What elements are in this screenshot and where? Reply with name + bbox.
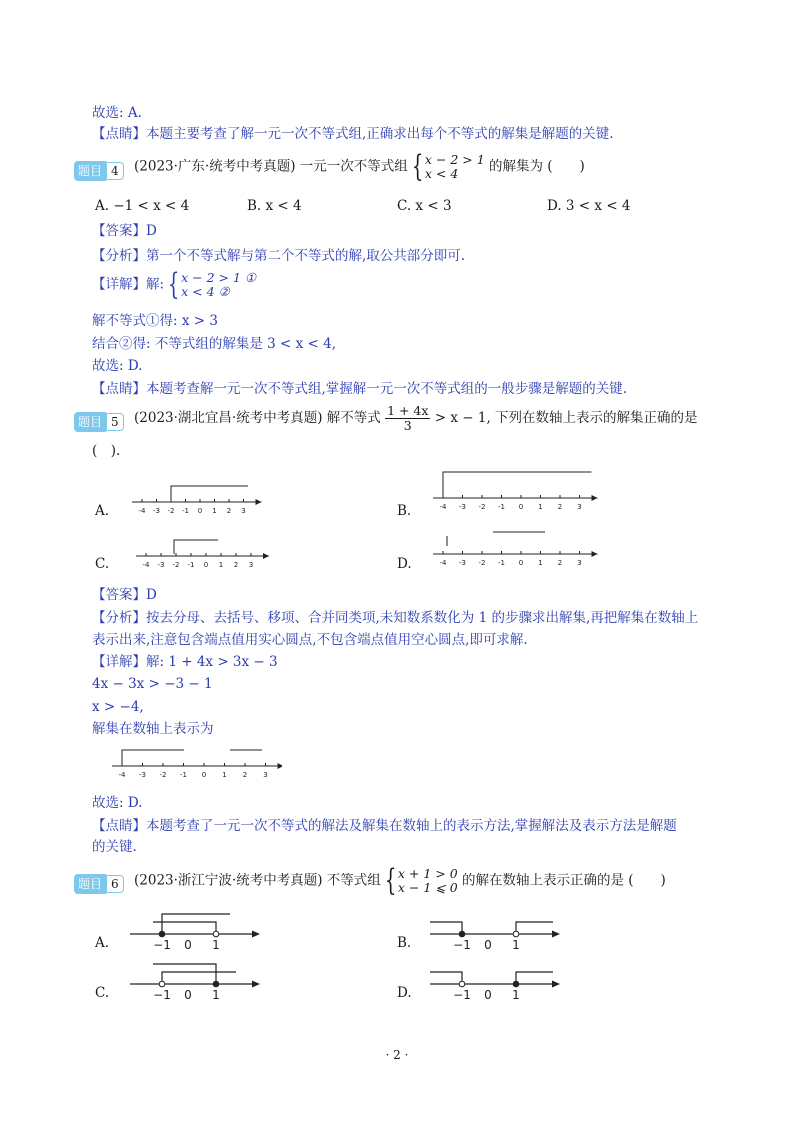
tick-label: -3 bbox=[157, 561, 165, 569]
solution-ray bbox=[430, 972, 462, 984]
tick-label: 3 bbox=[241, 507, 246, 515]
inequality-system bbox=[181, 271, 256, 299]
number-line-5-answer bbox=[112, 742, 282, 782]
brace: { bbox=[411, 149, 424, 184]
question-6-stem bbox=[134, 863, 666, 898]
tick-label: -3 bbox=[139, 771, 146, 779]
inequality-system bbox=[398, 867, 458, 895]
tick-label: -1 bbox=[498, 503, 505, 511]
open-dot bbox=[213, 931, 219, 937]
axis-arrow bbox=[252, 931, 260, 938]
option-a: A. −1 < x < 4 bbox=[95, 198, 190, 214]
question-5-blank: ( ). bbox=[92, 443, 121, 459]
number-line-6b bbox=[428, 908, 568, 954]
open-dot bbox=[459, 981, 465, 987]
tick-label: -3 bbox=[459, 559, 466, 567]
tick-label: -2 bbox=[167, 507, 175, 515]
stem-suffix: 的解集为 ( ) bbox=[488, 158, 585, 175]
tick-label: -4 bbox=[138, 507, 146, 515]
prev-comment: 【点睛】本题主要考查了解一元一次不等式组,正确求出每个不等式的解集是解题的关键. bbox=[92, 126, 614, 142]
tick-label: −1 bbox=[153, 988, 171, 1002]
tick-label: -2 bbox=[172, 561, 180, 569]
option-b: B. x < 4 bbox=[247, 198, 302, 214]
detail-5-line1: 【详解】解: 1 + 4x > 3x − 3 bbox=[92, 654, 278, 670]
tick-label: 0 bbox=[184, 938, 192, 952]
axis-arrow bbox=[263, 553, 269, 559]
number-line-5c bbox=[128, 532, 273, 572]
option-c: C. x < 3 bbox=[397, 198, 452, 214]
tick-label: 3 bbox=[263, 771, 268, 779]
axis-arrow bbox=[256, 499, 262, 505]
tick-label: -1 bbox=[187, 561, 195, 569]
step-5-choice: 故选: D. bbox=[92, 795, 143, 811]
detail-5-line3: x > −4, bbox=[92, 699, 144, 715]
tick-label: 0 bbox=[201, 771, 207, 779]
axis-arrow bbox=[592, 551, 598, 557]
axis-arrow bbox=[552, 931, 560, 938]
tick-label: 1 bbox=[538, 559, 543, 567]
tick-label: 1 bbox=[538, 503, 543, 511]
fraction bbox=[385, 404, 430, 433]
tick-label: 1 bbox=[212, 988, 220, 1002]
tick-label: 0 bbox=[518, 559, 524, 567]
system-line-1: x − 2 > 1 ① bbox=[181, 270, 257, 285]
question-number: 4 bbox=[106, 162, 124, 180]
open-dot bbox=[159, 981, 165, 987]
tick-label: 0 bbox=[197, 507, 203, 515]
option-b-label: B. bbox=[397, 503, 412, 519]
tick-label: -4 bbox=[118, 771, 126, 779]
solution-ray bbox=[162, 914, 230, 934]
tick-label: 2 bbox=[233, 561, 239, 569]
tick-label: 1 bbox=[512, 988, 520, 1002]
brace: { bbox=[167, 267, 180, 302]
option-d-label: D. bbox=[397, 556, 412, 572]
number-line-5d bbox=[433, 522, 598, 568]
comment-5-line2: 的关键. bbox=[92, 839, 137, 855]
axis-arrow bbox=[592, 495, 598, 501]
answer-5: 【答案】D bbox=[92, 587, 157, 603]
tick-label: -4 bbox=[142, 561, 150, 569]
solution-ray bbox=[516, 922, 553, 934]
number-line-6d bbox=[428, 958, 568, 1004]
detail-5-line4: 解集在数轴上表示为 bbox=[92, 721, 214, 737]
stem-text: (2023·湖北宜昌·统考中考真题) 解不等式 bbox=[134, 410, 381, 426]
option-a-label: A. bbox=[95, 503, 110, 519]
number-line-6a bbox=[128, 908, 268, 954]
stem-suffix: 的解在数轴上表示正确的是 ( ) bbox=[461, 872, 666, 889]
closed-dot bbox=[213, 981, 219, 987]
solution-ray bbox=[430, 922, 462, 934]
solution-ray bbox=[447, 532, 545, 546]
solution-ray bbox=[171, 486, 248, 500]
tick-label: 1 bbox=[218, 561, 224, 569]
system-line-2: x < 4 ② bbox=[181, 284, 230, 299]
analysis-5-line2: 表示出来,注意包含端点值用实心圆点,不包含端点值用空心圆点,即可求解. bbox=[92, 632, 528, 648]
tick-label: 1 bbox=[222, 771, 227, 779]
tick-label: -3 bbox=[153, 507, 160, 515]
tick-label: 1 bbox=[212, 938, 220, 952]
axis-arrow bbox=[252, 981, 260, 988]
tick-label: 1 bbox=[512, 938, 520, 952]
tick-label: -1 bbox=[182, 507, 189, 515]
tick-label: 2 bbox=[557, 503, 563, 511]
tick-label: 0 bbox=[518, 503, 524, 511]
detail-4 bbox=[92, 267, 257, 302]
number-line-6c bbox=[128, 958, 268, 1004]
detail-5-line2: 4x − 3x > −3 − 1 bbox=[92, 676, 213, 692]
tick-label: -2 bbox=[478, 559, 486, 567]
option-a-label: A. bbox=[95, 935, 110, 951]
comment-5-line1: 【点睛】本题考查了一元一次不等式的解法及解集在数轴上的表示方法,掌握解法及表示方法是解题 bbox=[92, 818, 677, 834]
option-d-label: D. bbox=[397, 985, 412, 1001]
option-d: D. 3 < x < 4 bbox=[547, 198, 631, 214]
question-label: 题目 bbox=[74, 874, 106, 894]
question-5-stem bbox=[134, 404, 698, 433]
step-4-2: 结合②得: 不等式组的解集是 3 < x < 4, bbox=[92, 336, 337, 352]
option-c-label: C. bbox=[95, 985, 110, 1001]
question-6-tag bbox=[74, 874, 124, 894]
tick-label: -4 bbox=[439, 503, 447, 511]
tick-label: 2 bbox=[226, 507, 232, 515]
stem-suffix: > x − 1, 下列在数轴上表示的解集正确的是 bbox=[434, 410, 698, 426]
axis-arrow bbox=[278, 763, 283, 769]
axis-arrow bbox=[552, 981, 560, 988]
numerator: 1 + 4x bbox=[387, 403, 429, 418]
question-4-tag bbox=[74, 161, 124, 181]
system-line-1: x − 2 > 1 bbox=[424, 152, 485, 167]
question-4-stem bbox=[134, 149, 585, 184]
stem-text: (2023·浙江宁波·统考中考真题) 不等式组 bbox=[134, 872, 381, 889]
tick-label: 0 bbox=[203, 561, 209, 569]
tick-label: −1 bbox=[453, 988, 471, 1002]
analysis-5-line1: 【分析】按去分母、去括号、移项、合并同类项,未知数系数化为 1 的步骤求出解集,再把解集在数轴上 bbox=[92, 610, 699, 626]
tick-label: 2 bbox=[242, 771, 248, 779]
tick-label: -2 bbox=[478, 503, 486, 511]
question-number: 5 bbox=[106, 413, 124, 431]
solution-ray bbox=[122, 750, 262, 764]
closed-dot bbox=[159, 931, 165, 937]
question-label: 题目 bbox=[74, 412, 106, 432]
question-label: 题目 bbox=[74, 161, 106, 181]
closed-dot bbox=[459, 931, 465, 937]
open-dot bbox=[513, 931, 519, 937]
option-b-label: B. bbox=[397, 935, 412, 951]
tick-label: -1 bbox=[180, 771, 187, 779]
tick-label: 3 bbox=[248, 561, 254, 569]
tick-label: −1 bbox=[453, 938, 471, 952]
step-4-1: 解不等式①得: x > 3 bbox=[92, 313, 218, 329]
solution-ray bbox=[443, 472, 592, 496]
solution-ray bbox=[162, 972, 236, 984]
system-line-2: x < 4 bbox=[424, 166, 459, 181]
step-4-3: 故选: D. bbox=[92, 358, 143, 374]
question-number: 6 bbox=[106, 875, 124, 893]
detail-prefix: 【详解】解: bbox=[92, 276, 165, 293]
solution-ray bbox=[516, 972, 553, 984]
inequality-system bbox=[425, 153, 485, 181]
answer-4: 【答案】D bbox=[92, 223, 157, 239]
tick-label: 0 bbox=[484, 988, 492, 1002]
tick-label: 1 bbox=[212, 507, 217, 515]
solution-ray bbox=[174, 540, 218, 554]
tick-label: 0 bbox=[184, 988, 192, 1002]
tick-label: -3 bbox=[459, 503, 466, 511]
question-5-tag bbox=[74, 412, 124, 432]
page-number: · 2 · bbox=[385, 1048, 409, 1062]
tick-label: 2 bbox=[557, 559, 563, 567]
denominator: 3 bbox=[403, 418, 412, 433]
tick-label: -1 bbox=[498, 559, 505, 567]
closed-dot bbox=[513, 981, 519, 987]
tick-label: −1 bbox=[153, 938, 171, 952]
tick-label: 3 bbox=[577, 559, 582, 567]
tick-label: -2 bbox=[159, 771, 167, 779]
option-c-label: C. bbox=[95, 556, 110, 572]
system-line-2: x − 1 ⩽ 0 bbox=[397, 880, 458, 895]
analysis-4: 【分析】第一个不等式解与第二个不等式的解,取公共部分即可. bbox=[92, 248, 466, 264]
tick-label: -4 bbox=[439, 559, 447, 567]
number-line-5b bbox=[433, 468, 598, 514]
stem-text: (2023·广东·统考中考真题) 一元一次不等式组 bbox=[134, 158, 408, 175]
brace: { bbox=[384, 863, 397, 898]
tick-label: 3 bbox=[577, 503, 582, 511]
number-line-5a bbox=[128, 478, 268, 518]
tick-label: 0 bbox=[484, 938, 492, 952]
comment-4: 【点睛】本题考查解一元一次不等式组,掌握解一元一次不等式组的一般步骤是解题的关键. bbox=[92, 381, 628, 397]
system-line-1: x + 1 > 0 bbox=[397, 866, 458, 881]
prev-choice: 故选: A. bbox=[92, 105, 142, 121]
